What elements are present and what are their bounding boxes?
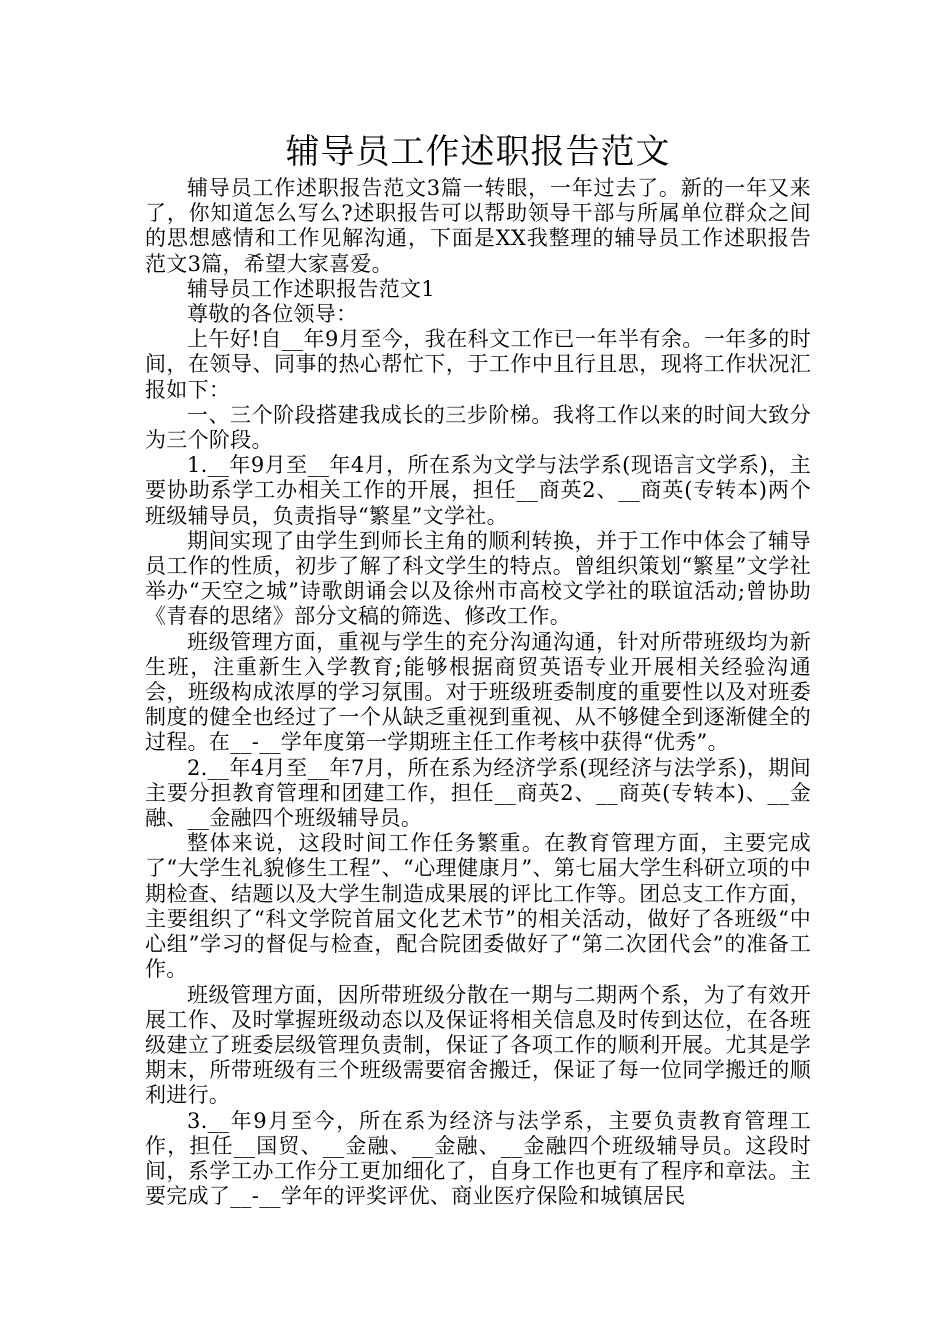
paragraph-class-management-one: 班级管理方面，重视与学生的充分沟通沟通，针对所带班级均为新生班，注重新生入学教育;能够根据商贸英语专业开展相关经验沟通会，班级构成浓厚的学习氛围。对于班级班委制度的重要性以及对班委制度的健全也经过了一个从缺乏重视到重视、从不够健全到逐渐健全的过程。在__-__学年度第一学期班主任工作考核中获得“优秀”。 [145, 629, 811, 755]
paragraph-salutation: 尊敬的各位领导： [187, 302, 358, 327]
paragraph-greeting: 上午好!自__年9月至今，我在科文工作已一年半有余。一年多的时间，在领导、同事的热心帮忙下，于工作中且行且思，现将工作状况汇报如下： [145, 327, 811, 402]
paragraph-intro: 辅导员工作述职报告范文3篇一转眼，一年过去了。新的一年又来了，你知道怎么写么?述职报告可以帮助领导干部与所属单位群众之间的思想感情和工作见解沟通，下面是XX我整理的辅导员工作述职报告范文3篇，希望大家喜爱。 [145, 176, 811, 276]
paragraph-report-heading: 辅导员工作述职报告范文1 [187, 276, 435, 301]
paragraph-stage-three: 3.__年9月至今，所在系为经济与法学系，主要负责教育管理工作，担任__国贸、__金融、__金融、__金融四个班级辅导员。这段时间，系学工办工作分工更加细化了，自身工作也更有了程序和章法。主要完成了__-__学年的评奖评优、商业医疗保险和城镇居民 [145, 1108, 811, 1209]
paragraph-stage-one: 1.__年9月至__年4月，所在系为文学与法学系(现语言文学系)，主要协助系学工办相关工作的开展，担任__商英2、__商英(专转本)两个班级辅导员，负责指导“繁星”文学社。 [145, 453, 811, 528]
paragraph-stage-two: 2.__年4月至__年7月，所在系为经济学系(现经济与法学系)，期间主要分担教育管理和团建工作，担任__商英2、__商英(专转本)、__金融、__金融四个班级辅导员。 [145, 755, 811, 831]
paragraph-section-one: 一、三个阶段搭建我成长的三步阶梯。我将工作以来的时间大致分为三个阶段。 [145, 402, 811, 453]
paragraph-class-management-two: 班级管理方面，因所带班级分散在一期与二期两个系，为了有效开展工作、及时掌握班级动态以及保证将相关信息及时传到达位，在各班级建立了班委层级管理负责制，保证了各项工作的顺利开展。尤其是学期末，所带班级有三个班级需要宿舍搬迁，保证了每一位同学搬迁的顺利进行。 [145, 982, 811, 1108]
paragraph-stage-one-detail: 期间实现了由学生到师长主角的顺利转换，并于工作中体会了辅导员工作的性质，初步了解了科文学生的特点。曾组织策划“繁星”文学社举办“天空之城”诗歌朗诵会以及徐州市高校文学社的联谊活动;曾协助《青春的思绪》部分文稿的筛选、修改工作。 [145, 528, 811, 629]
document-page [145, 128, 811, 1209]
document-title: 辅导员工作述职报告范文 [285, 132, 671, 172]
paragraph-stage-two-detail: 整体来说，这段时间工作任务繁重。在教育管理方面，主要完成了“大学生礼貌修生工程”、“心理健康月”、第七届大学生科研立项的中期检查、结题以及大学生制造成果展的评比工作等。团总支工作方面，主要组织了“科文学院首届文化艺术节”的相关活动，做好了各班级“中心组”学习的督促与检查，配合院团委做好了“第二次团代会”的准备工作。 [145, 831, 811, 982]
